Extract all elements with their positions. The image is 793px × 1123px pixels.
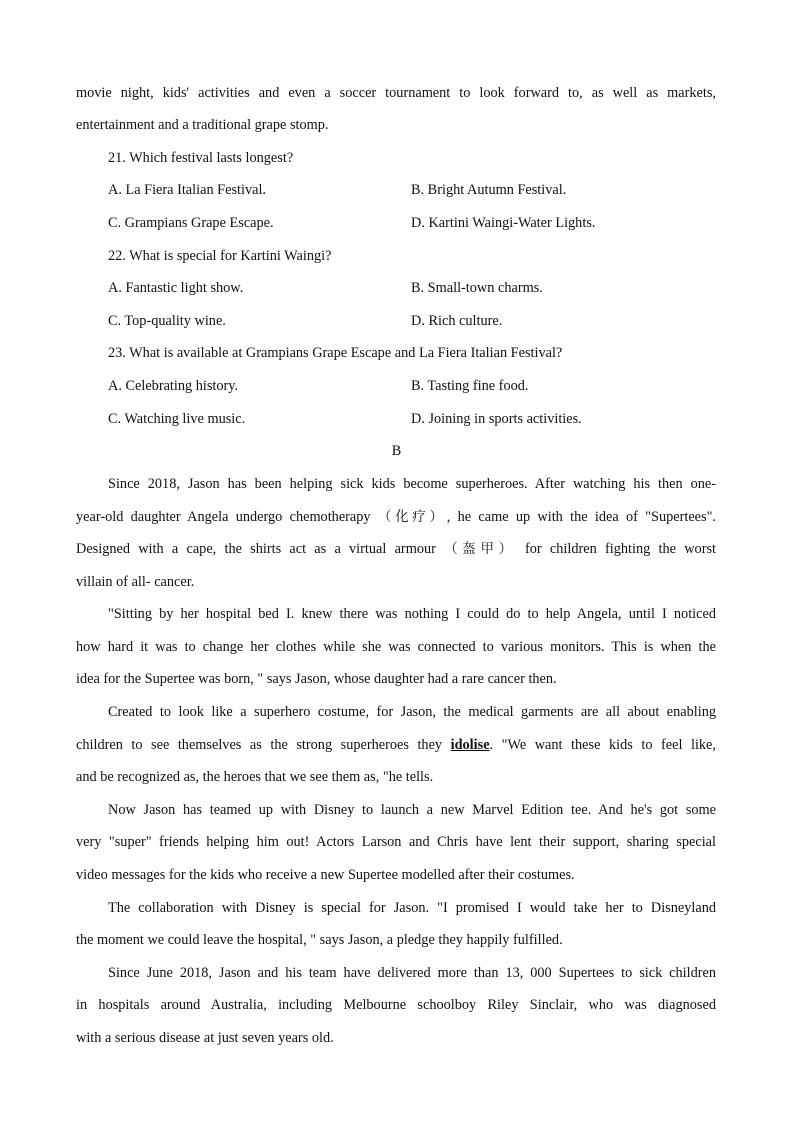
passage-b-line: Since 2018, Jason has been helping sick kids become superheroes. After watching his then one- (108, 476, 716, 492)
passage-a-line: movie night, kids' activities and even a soccer tournament to look forward to, as well as markets, (76, 85, 716, 101)
question-22-option-a: A. Fantastic light show. (108, 280, 244, 296)
text-run: children to see themselves as the strong superheroes they (76, 737, 451, 753)
question-23-option-a: A. Celebrating history. (108, 378, 239, 394)
question-22-option-d: D. Rich culture. (411, 313, 503, 329)
text-run: , he came up with the idea of "Supertees". (446, 509, 716, 525)
passage-b-line: how hard it was to change her clothes while she was connected to various monitors. This is when the (76, 639, 716, 655)
question-21-option-d: D. Kartini Waingi-Water Lights. (411, 215, 596, 231)
passage-b-line (76, 537, 716, 561)
passage-b-line: "Sitting by her hospital bed I. knew there was nothing I could do to help Angela, until I noticed (108, 606, 716, 622)
passage-b-line: and be recognized as, the heroes that we see them as, "he tells. (76, 769, 434, 785)
keyword-idolise: idolise (450, 737, 490, 753)
question-21-option-c: C. Grampians Grape Escape. (108, 215, 274, 231)
question-23-option-b: B. Tasting fine food. (411, 378, 529, 394)
question-21-stem: 21. Which festival lasts longest? (108, 150, 294, 166)
chinese-gloss-chemotherapy: （化疗） (377, 509, 447, 525)
question-21-option-b: B. Bright Autumn Festival. (411, 182, 567, 198)
question-22-stem: 22. What is special for Kartini Waingi? (108, 248, 332, 264)
question-23-option-c: C. Watching live music. (108, 411, 246, 427)
passage-b-line: Created to look like a superhero costume, for Jason, the medical garments are all about enabling (108, 704, 716, 720)
text-run: Designed with a cape, the shirts act as a virtual armour (76, 541, 445, 557)
text-run: year-old daughter Angela undergo chemotherapy (76, 509, 378, 525)
text-run: . "We want these kids to feel like, (489, 737, 716, 753)
question-23-option-d: D. Joining in sports activities. (411, 411, 582, 427)
question-22-option-b: B. Small-town charms. (411, 280, 543, 296)
passage-b-line: with a serious disease at just seven years old. (76, 1030, 334, 1046)
section-b-heading: B (391, 443, 402, 459)
passage-b-line (76, 733, 716, 757)
passage-b-line: very "super" friends helping him out! Actors Larson and Chris have lent their support, sharing special (76, 834, 716, 850)
passage-b-line (76, 505, 716, 529)
text-run: for children fighting the worst (516, 541, 716, 557)
question-23-stem: 23. What is available at Grampians Grape Escape and La Fiera Italian Festival? (108, 345, 563, 361)
passage-b-line: Now Jason has teamed up with Disney to launch a new Marvel Edition tee. And he's got some (108, 802, 716, 818)
question-22-option-c: C. Top-quality wine. (108, 313, 226, 329)
passage-b-line: the moment we could leave the hospital, " says Jason, a pledge they happily fulfilled. (76, 932, 563, 948)
passage-b-line: idea for the Supertee was born, " says Jason, whose daughter had a rare cancer then. (76, 671, 557, 687)
passage-b-line: Since June 2018, Jason and his team have delivered more than 13, 000 Supertees to sick children (108, 965, 716, 981)
question-21-option-a: A. La Fiera Italian Festival. (108, 182, 267, 198)
passage-a-line: entertainment and a traditional grape stomp. (76, 117, 329, 133)
passage-b-line: The collaboration with Disney is special for Jason. "I promised I would take her to Disneyland (108, 900, 716, 916)
chinese-gloss-armour: （盔甲） (444, 541, 517, 557)
passage-b-line: in hospitals around Australia, including Melbourne schoolboy Riley Sinclair, who was diagnosed (76, 997, 716, 1013)
passage-b-line: video messages for the kids who receive a new Supertee modelled after their costumes. (76, 867, 575, 883)
passage-b-line: villain of all- cancer. (76, 574, 195, 590)
